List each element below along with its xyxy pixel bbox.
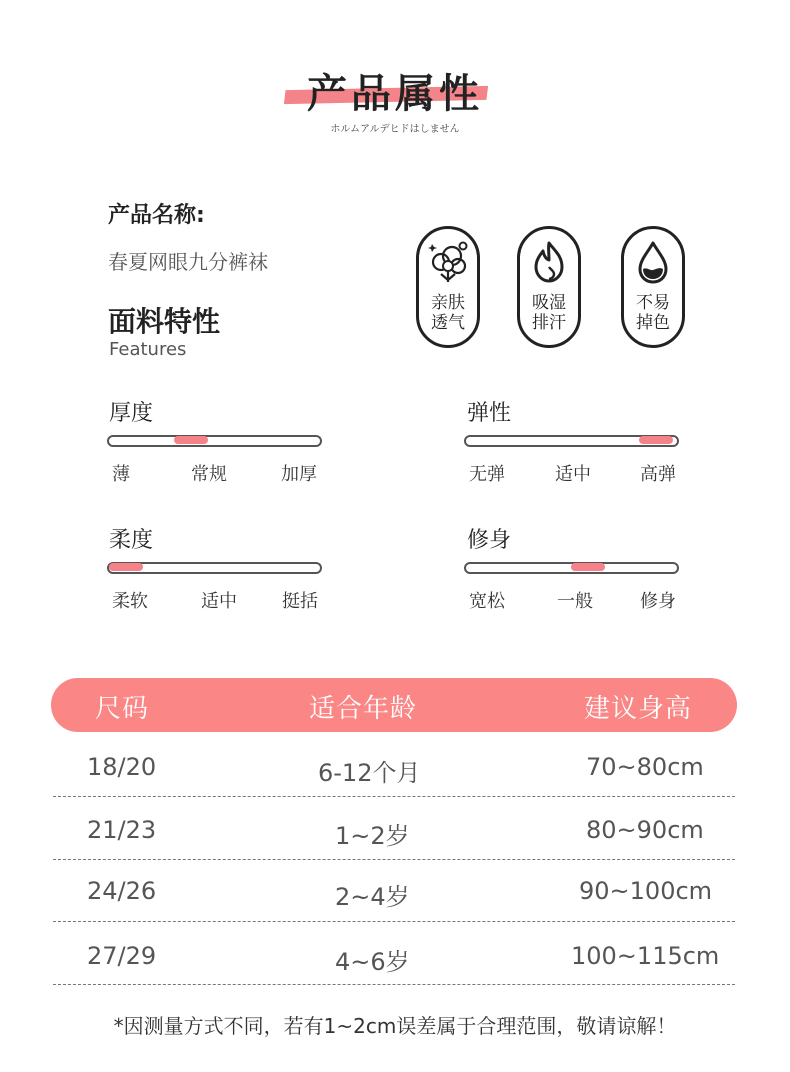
table-cell-height: 90~100cm [579,877,713,905]
scale-label-low: 无弹 [469,464,505,485]
page-subtitle: ホルムアルデヒドはしません [330,124,460,135]
column-header-age: 适合年龄 [309,694,418,724]
table-cell-age: 1~2岁 [335,822,410,850]
softness-scale-track [107,562,322,574]
table-cell-age: 2~4岁 [335,883,410,911]
column-header-size: 尺码 [95,694,150,724]
scale-label-mid: 常规 [191,464,227,485]
table-cell-size: 24/26 [87,877,157,905]
badge-label-line2: 掉色 [636,313,670,333]
scale-label-high: 修身 [640,591,676,612]
row-divider [53,984,735,985]
column-header-height: 建议身高 [584,694,693,724]
product-name-value: 春夏网眼九分裤袜 [108,250,268,274]
badge-label-line1: 亲肤 [431,293,465,313]
fabric-features-subtitle: Features [109,339,187,360]
badge-moisture-wicking [517,226,581,348]
thickness-level-marker [174,436,208,444]
scale-label-high: 加厚 [281,464,317,485]
badge-label-line2: 透气 [431,313,465,333]
flame-icon [529,240,569,284]
row-divider [53,859,735,860]
attribute-title-thickness: 厚度 [109,401,154,426]
product-name-label: 产品名称: [108,203,205,228]
fit-scale-track [464,562,679,574]
table-cell-size: 18/20 [87,753,157,781]
table-cell-height: 100~115cm [571,942,720,970]
row-divider [53,921,735,922]
badge-label-line1: 不易 [636,293,670,313]
scale-label-mid: 一般 [557,591,593,612]
scale-label-high: 挺括 [282,591,318,612]
scale-label-low: 柔软 [112,591,148,612]
table-cell-size: 21/23 [87,816,157,844]
table-cell-age: 6-12个月 [318,759,421,787]
badge-breathable [416,226,480,348]
thickness-scale-track [107,435,322,447]
badge-colorfast [621,226,685,348]
scale-label-low: 薄 [112,464,130,485]
table-cell-size: 27/29 [87,942,157,970]
elasticity-scale-track [464,435,679,447]
water-drop-icon [633,240,673,284]
row-divider [53,796,735,797]
elasticity-level-marker [639,436,673,444]
measurement-note: *因测量方式不同，若有1~2cm误差属于合理范围，敬请谅解！ [113,1014,677,1038]
fabric-features-title: 面料特性 [108,305,221,338]
fit-level-marker [571,563,605,571]
attribute-title-elasticity: 弹性 [467,401,512,426]
scale-label-low: 宽松 [469,591,505,612]
attribute-title-fit: 修身 [467,528,512,553]
attribute-title-softness: 柔度 [109,528,154,553]
scale-label-mid: 适中 [555,464,591,485]
scale-label-mid: 适中 [201,591,237,612]
softness-level-marker [109,563,143,571]
badge-label-line2: 排汗 [532,313,566,333]
table-cell-height: 80~90cm [586,816,704,844]
badge-label-line1: 吸湿 [532,293,566,313]
page-title: 产品属性 [307,71,483,117]
size-table-header [51,678,737,732]
scale-label-high: 高弹 [640,464,676,485]
table-cell-height: 70~80cm [586,753,704,781]
cotton-plant-icon [428,240,468,284]
table-cell-age: 4~6岁 [335,948,410,976]
